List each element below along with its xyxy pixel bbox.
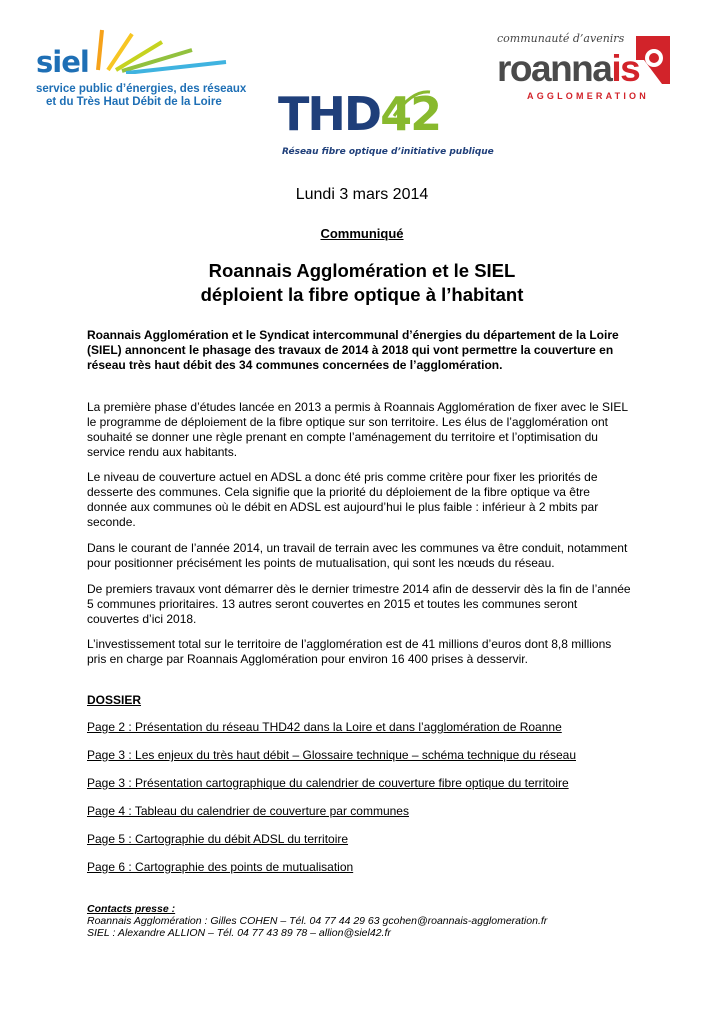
dossier-link-page-5[interactable]: Page 5 : Cartographie du débit ADSL du territoire [87,832,349,846]
document-type: Communiqué [320,226,404,241]
siel-tagline-1: service public d’énergies, des réseaux [36,83,247,95]
paragraph-line: donnée aux communes où le débit en ADSL est aujourd’hui le plus faible : inférieur à 2 mbits par [87,500,599,514]
roannais-subtitle: AGGLOMERATION [527,91,649,101]
roannais-wordmark [497,46,639,92]
roannais-mark-icon [634,34,672,86]
paragraph-line: pris en charge par Roannais Agglomération pour environ 16 400 prises à desservir. [87,652,528,666]
body-paragraph [87,470,638,530]
dossier-link-page-2[interactable]: Page 2 : Présentation du réseau THD42 dans la Loire et dans l’agglomération de Roanne [87,720,562,734]
lead-line: réseau très haut débit des 34 communes concernées de l’agglomération. [87,358,503,372]
thd42-wordmark-main: THD [278,87,381,141]
paragraph-line: couvertes d’ici 2018. [87,612,197,626]
roannais-wordmark-main: roanna [497,48,612,89]
paragraph-line: La première phase d’études lancée en 2013 a permis à Roannais Agglomération de fixer avec le SIEL [87,400,629,414]
lead-line: (SIEL) annoncent le phasage des travaux de 2014 à 2018 qui vont permettre la couverture en [87,343,614,357]
dossier-link-page-6[interactable]: Page 6 : Cartographie des points de mutualisation [87,860,354,874]
dossier-link-page-3-cartographie[interactable]: Page 3 : Présentation cartographique du calendrier de couverture fibre optique du territoire [87,776,569,790]
paragraph-line: souhaité se donner une règle prenant en compte l’aménagement du territoire et l’optimisation du [87,430,598,444]
paragraph-line: desserte des communes. Cela signifie que la priorité du déploiement de la fibre optique va être [87,485,590,499]
title-line-2: déploient la fibre optique à l’habitant [200,284,524,305]
title-line-1: Roannais Agglomération et le SIEL [208,260,516,281]
press-release-date: Lundi 3 mars 2014 [295,186,429,203]
siel-rays-icon [80,26,230,74]
lead-line: Roannais Agglomération et le Syndicat intercommunal d’énergies du département de la Loire [87,328,619,342]
paragraph-line: 5 communes prioritaires. 13 autres seront couvertes en 2015 et toutes les communes seront [87,597,578,611]
siel-wordmark: siel [36,45,89,79]
dossier-link-page-4[interactable]: Page 4 : Tableau du calendrier de couverture par communes [87,804,409,818]
contacts-heading: Contacts presse : [87,903,176,915]
paragraph-line: L’investissement total sur le territoire de l’agglomération est de 41 millions d’euros dont 8,8 millions [87,637,612,651]
paragraph-line: Le niveau de couverture actuel en ADSL a donc été pris comme critère pour fixer les priorités de [87,470,598,484]
thd42-wordmark-number: 42 [380,87,441,141]
body-paragraph [87,582,638,627]
paragraph-line: Dans le courant de l’année 2014, un travail de terrain avec les communes va être conduit, notamment [87,541,628,555]
siel-tagline-2: et du Très Haut Débit de la Loire [46,96,222,108]
paragraph-line: pour positionner précisément les points de mutualisation, qui sont les nœuds du réseau. [87,556,555,570]
paragraph-line: seconde. [87,515,136,529]
thd42-swoosh-icon [392,88,432,118]
contact-roannais: Roannais Agglomération : Gilles COHEN – Tél. 04 77 44 29 63 gcohen@roannais-agglomeration.fr [87,915,548,927]
lead-paragraph [87,328,638,373]
page-title [0,259,724,307]
paragraph-line: De premiers travaux vont démarrer dès le dernier trimestre 2014 afin de desservir dès la fin de l’année [87,582,631,596]
paragraph-line: service rendu aux habitants. [87,445,238,459]
body-paragraph [87,400,638,460]
dossier-heading: DOSSIER [87,693,142,707]
body-paragraph [87,541,638,571]
paragraph-line: le programme de déploiement de la fibre optique sur son territoire. Les élus de l’agglomération ont [87,415,608,429]
dossier-link-page-3-enjeux[interactable]: Page 3 : Les enjeux du très haut débit – Glossaire technique – schéma technique du réseau [87,748,576,762]
roannais-wordmark-end: is [611,48,640,89]
contact-siel: SIEL : Alexandre ALLION – Tél. 04 77 43 89 78 – allion@siel42.fr [87,927,391,939]
thd42-subtitle: Réseau fibre optique d’initiative publique [282,147,494,157]
roannais-tagline: communauté d’avenirs [497,32,625,45]
body-paragraph [87,637,638,667]
